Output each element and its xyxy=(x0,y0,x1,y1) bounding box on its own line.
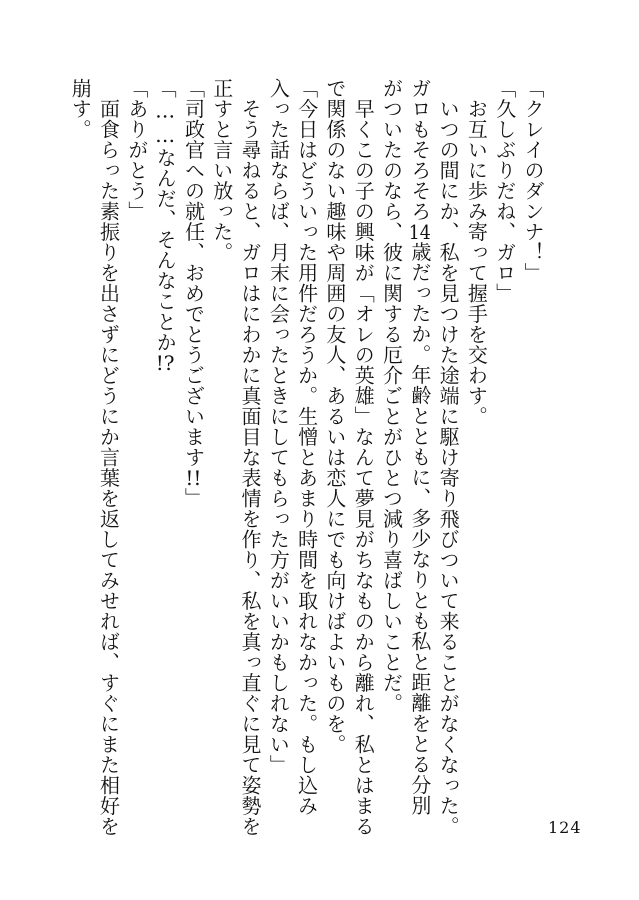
text-line: 「……なんだ、そんなことか!? xyxy=(153,78,178,373)
text-line: 正すと言い放った。 xyxy=(209,78,234,263)
text-line: 面食らった素振りを出さずにどうにか言葉を返してみせれば、すぐにまた相好を xyxy=(96,78,121,837)
text-line: で関係のない趣味や周囲の友人、あるいは恋人にでも向けばよいものを。 xyxy=(322,78,347,755)
text-line: 「ありがとう」 xyxy=(124,78,149,222)
text-line: いつの間にか、私を見つけた途端に駆け寄り飛びついて来ることがなくなった。 xyxy=(436,78,461,837)
text-line: 入った話ならば、月末に会ったときにしてもらった方がいいかもしれない」 xyxy=(266,78,291,775)
text-line: 崩す。 xyxy=(68,78,93,140)
text-line: がついたのなら、彼に関する厄介ごとがひとつ減り喜ばしいことだ。 xyxy=(379,78,404,714)
text-line: 「クレイのダンナ！」 xyxy=(521,78,545,283)
body-text xyxy=(68,78,547,837)
text-line: 早くこの子の興味が「オレの英雄」なんて夢見がちなものから離れ、私とはまる xyxy=(351,78,376,837)
text-line: そう尋ねると、ガロはにわかに真面目な表情を作り、私を真っ直ぐに見て姿勢を xyxy=(238,78,263,837)
text-line: 「今日はどういった用件だろうか。生憎とあまり時間を取れなかった。もし込み xyxy=(294,78,319,816)
text-line: 「司政官への就任、おめでとうございます!!」 xyxy=(181,78,206,508)
text-line: お互いに歩み寄って握手を交わす。 xyxy=(464,78,489,427)
page-number: 124 xyxy=(548,818,582,837)
text-line: 「久しぶりだね、ガロ」 xyxy=(492,78,517,304)
text-line: ガロもそろそろ14歳だったか。年齢とともに、多少なりとも私と距離をとる分別 xyxy=(407,78,432,816)
